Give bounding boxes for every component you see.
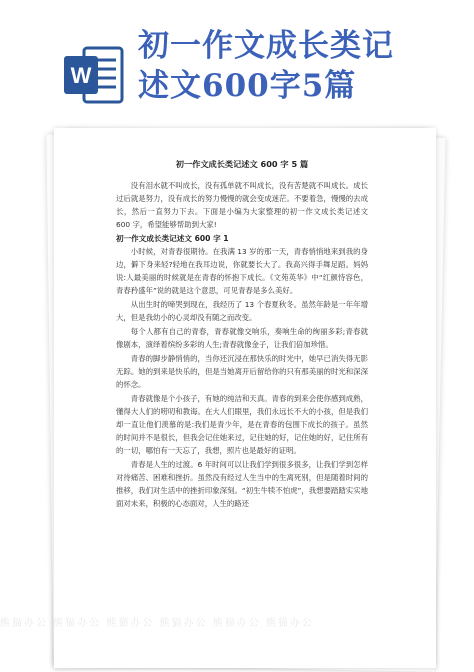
document-title: 初一作文成长类记述文 600 字 5 篇: [175, 159, 309, 169]
document-content: [116, 158, 368, 511]
watermark: 熊猫办公 熊猫办公 熊猫办公 熊猫办公 熊猫办公 熊猫办公: [0, 618, 314, 629]
document-page: [54, 128, 436, 668]
banner-title-line2: 述文600字5篇: [138, 68, 357, 104]
body-paragraph: 青春就像是个小孩子，有她的纯洁和天真。青春的到来会使你感到成熟，懂得大人们的唠叨和教诲。在大人们眼里，我们永远长不大的小孩，但是我们却一直让他们羡慕的是:我们是青少年，是在青春的包围下成长的孩子。虽然的时间并不是很长，但我会记住她来过，记住她的好，记住她的好，记住所有的一切，哪怕有一天忘了，我想，照片也是最好的证明。: [116, 394, 368, 455]
body-paragraph: 青春的脚步静悄悄的，当你还沉浸在那快乐的时光中，她早已消失得无影无踪。她的到来是快乐的，但是当她离开后留给你的只有那美丽的时光和深深的怀念。: [116, 354, 368, 389]
document-preview: [46, 128, 440, 668]
banner-title: [138, 26, 468, 106]
word-logo-letter: W: [70, 63, 92, 88]
banner-title-line1: 初一作文成长类记: [138, 28, 394, 64]
body-paragraph: 青春是人生的过渡。6 年时间可以让我们学到很多很多，让我们学到怎样对待痛苦、困难和挫折。虽然没有经过人生当中的生离死别，但是随着时间的推移，我们对生活中的挫折印象深刻。“初生牛犊不怕虎”，我想要踏踏实实地面对未来，积极的心态面对，人生的路还: [116, 460, 368, 508]
body-paragraph: 小时候，对青春很期待。在我满 13 岁的那一天，青春悄悄地来到我的身边，僻下身来轻?轻地在我耳边说，你就要长大了。我高兴得手舞足蹈。妈妈说:人最美丽的时候就是在青春的怀抱下成长。《文苑英华》中“红颜恃容色，青春矜盛年”说的就是这个意思，可见青春是多么美好。: [116, 247, 368, 295]
body-paragraph: 每个人都有自己的青春，青春就像交响乐，奏响生命的绚丽多彩;青春就像剧本，演绎着缤纷多彩的人生;青春就像金子，让我们倍加珍惜。: [116, 327, 368, 349]
section-heading: 初一作文成长类记述文 600 字 1: [116, 234, 229, 243]
header-banner: [0, 0, 474, 118]
word-doc-icon: [62, 44, 124, 106]
intro-paragraph: 没有泪水就不叫成长，没有孤单就不叫成长，没有苦楚就不叫成长。成长过后就是努力，没有成长的努力慢慢的就会变成迷茫。不要着急，慢慢的去成长，然后一直努力下去。下面是小编为大家整理的初一作文成长类记述文 600 字，希望能够帮助到大家!: [116, 181, 368, 229]
body-paragraph: 从出生时的啼哭到现在，我经历了 13 个春夏秋冬。虽然年龄是一年年增大，但是我幼小的心灵却没有随之而改变。: [116, 300, 368, 322]
